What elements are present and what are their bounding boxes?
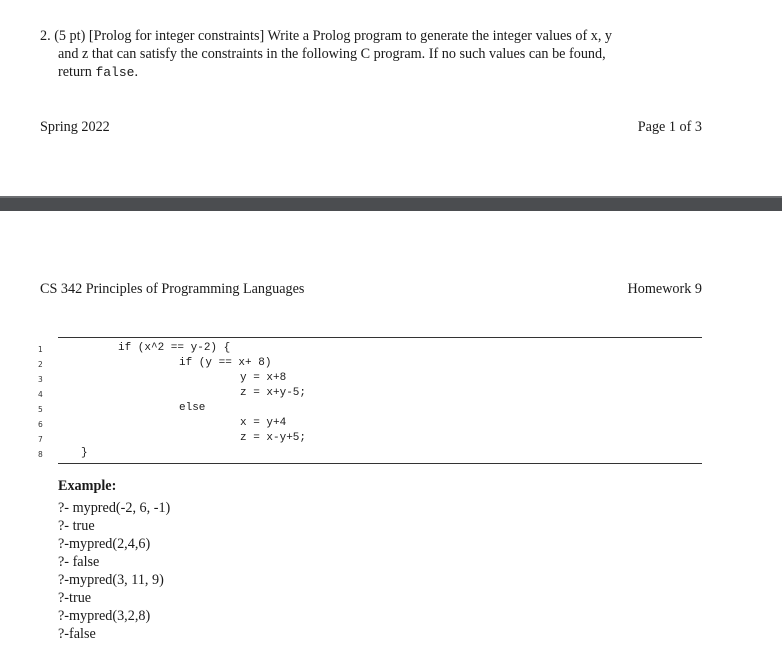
false-keyword: false (95, 65, 135, 80)
code-line (38, 341, 718, 356)
code-text: else (179, 402, 206, 414)
example-line: ?- mypred(-2, 6, -1) (58, 500, 171, 516)
line-number: 3 (38, 375, 43, 384)
code-text: y = x+8 (240, 372, 287, 384)
footer-term: Spring 2022 (40, 119, 110, 135)
example-line: ?-mypred(3, 11, 9) (58, 572, 164, 588)
code-line (38, 416, 718, 431)
code-line (38, 446, 718, 461)
example-line: ?-true (58, 590, 92, 606)
example-title: Example: (58, 478, 117, 494)
code-text: if (x^2 == y-2) { (118, 342, 231, 354)
course-title: CS 342 Principles of Programming Languages (40, 281, 305, 297)
problem-line-3 (40, 63, 705, 82)
line-number: 7 (38, 435, 43, 444)
example-line: ?-mypred(2,4,6) (58, 536, 151, 552)
code-listing (38, 341, 718, 461)
line-number: 1 (38, 345, 43, 354)
problem-line-2: and z that can satisfy the constraints in the following C program. If no such values can be found, (58, 46, 606, 62)
code-line (38, 386, 718, 401)
footer-page-number: Page 1 of 3 (637, 119, 702, 135)
line-number: 8 (38, 450, 43, 459)
code-line (38, 401, 718, 416)
example-line: ?-mypred(3,2,8) (58, 608, 151, 624)
problem-line-1: 2. (5 pt) [Prolog for integer constraints] Write a Prolog program to generate the integer values of x, y (40, 28, 613, 44)
line-number: 5 (38, 405, 43, 414)
example-line: ?- false (58, 554, 100, 570)
problem-statement (40, 27, 705, 82)
code-line (38, 431, 718, 446)
code-text: } (81, 447, 88, 459)
homework-label: Homework 9 (627, 281, 702, 297)
line-number: 2 (38, 360, 43, 369)
example-line: ?-false (58, 626, 96, 642)
code-line (38, 356, 718, 371)
code-text: x = y+4 (240, 417, 287, 429)
example-line: ?- true (58, 518, 95, 534)
problem-line-3-text: return (58, 64, 96, 80)
code-text: z = x-y+5; (240, 432, 307, 444)
line-number: 6 (38, 420, 43, 429)
code-text: z = x+y-5; (240, 387, 307, 399)
line-number: 4 (38, 390, 43, 399)
example-section (58, 477, 170, 643)
code-top-rule (58, 337, 702, 338)
code-text: if (y == x+ 8) (179, 357, 272, 369)
code-line (38, 371, 718, 386)
period: . (134, 64, 138, 80)
code-bottom-rule (58, 463, 702, 464)
page-separator (0, 196, 782, 211)
